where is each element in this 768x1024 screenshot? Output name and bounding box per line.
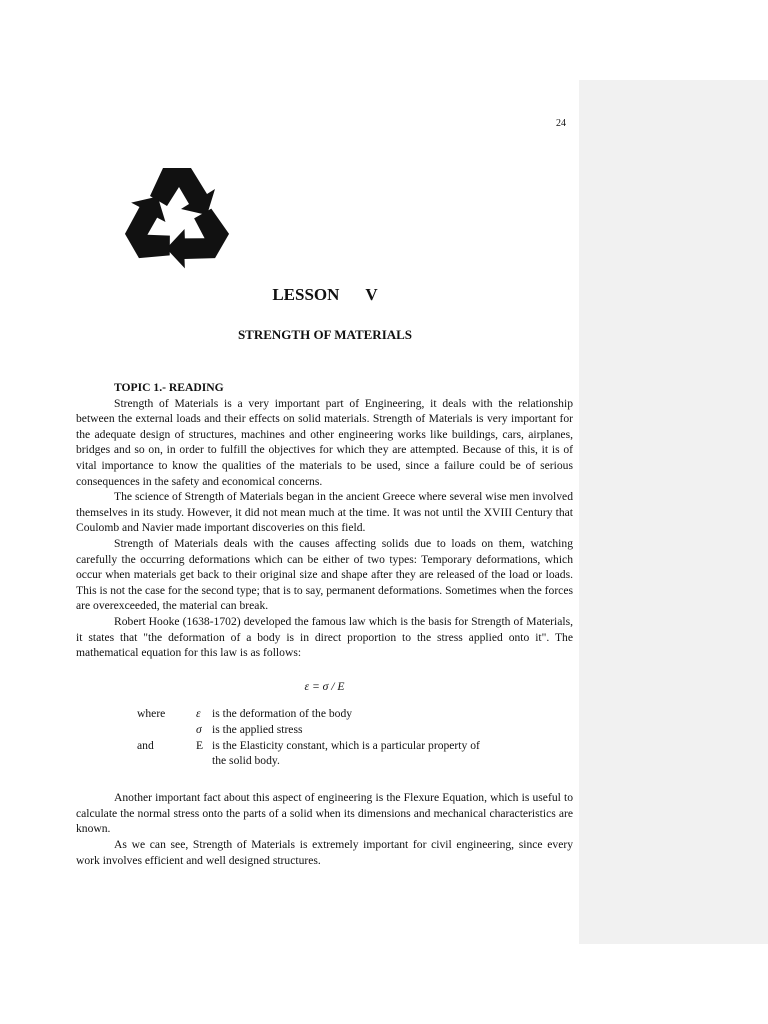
reading-body	[76, 380, 573, 868]
definitions-list	[76, 706, 573, 778]
comment-pane	[579, 80, 768, 944]
definition-symbol: ε	[196, 707, 201, 721]
paragraph: The science of Strength of Materials began in the ancient Greece where several wise men involved themselves in its study. However, it did not mean much at the time. It was not until the XVIII Century that Coulomb and Navier made important discoveries on this field.	[76, 490, 573, 535]
lesson-title: LESSON V	[272, 285, 378, 304]
paragraph: As we can see, Strength of Materials is extremely important for civil engineering, since every work involves efficient and well designed structures.	[76, 838, 573, 867]
definition-label: where	[137, 707, 166, 721]
paragraph: Robert Hooke (1638-1702) developed the famous law which is the basis for Strength of Materials, it states that "the deformation of a body is in direct proportion to the stress applied onto it". The mathematical equation for this law is as follows:	[76, 614, 573, 660]
definition-symbol: E	[196, 739, 204, 753]
definition-text: is the applied stress	[212, 723, 303, 737]
page-number: 24	[556, 118, 566, 129]
hooke-formula: ε = σ / E	[304, 679, 345, 693]
definition-text: is the deformation of the body	[212, 707, 353, 721]
definition-label: and	[137, 739, 154, 753]
paragraph: Strength of Materials deals with the causes affecting solids due to loads on them, watching carefully the occurring deformations which can be either of two types: Temporary deformations, which occur when materials get back to their original size and shape after they are released of the load or loads. This is not the case for the second type; that is to say, permanent deformations. Sometimes when the forces are overexceeded, the material can break.	[76, 536, 573, 613]
subject-title: STRENGTH OF MATERIALS	[237, 327, 413, 342]
paragraph: Another important fact about this aspect of engineering is the Flexure Equation, which is useful to calculate the normal stress onto the parts of a solid when its dimensions and mechanical characteristics are known.	[76, 791, 573, 836]
paragraph: Strength of Materials is a very important part of Engineering, it deals with the relationship between the external loads and their effects on solid materials. Strength of Materials is very important for the adequate design of structures, machines and other engineering works like buildings, cars, airplanes, bridges and so on, in order to fulfill the objectives for which they are attempted. Because of this, it is of vital importance to know the qualities of the materials to be used, since a failure could be of serious consequences in the safety and economical concerns.	[76, 396, 573, 488]
definition-symbol: σ	[196, 723, 202, 737]
recycle-icon	[112, 152, 242, 288]
definition-text: is the Elasticity constant, which is a particular property of	[212, 739, 480, 753]
topic-heading: TOPIC 1.- READING	[114, 381, 224, 394]
definition-text: the solid body.	[212, 754, 280, 768]
